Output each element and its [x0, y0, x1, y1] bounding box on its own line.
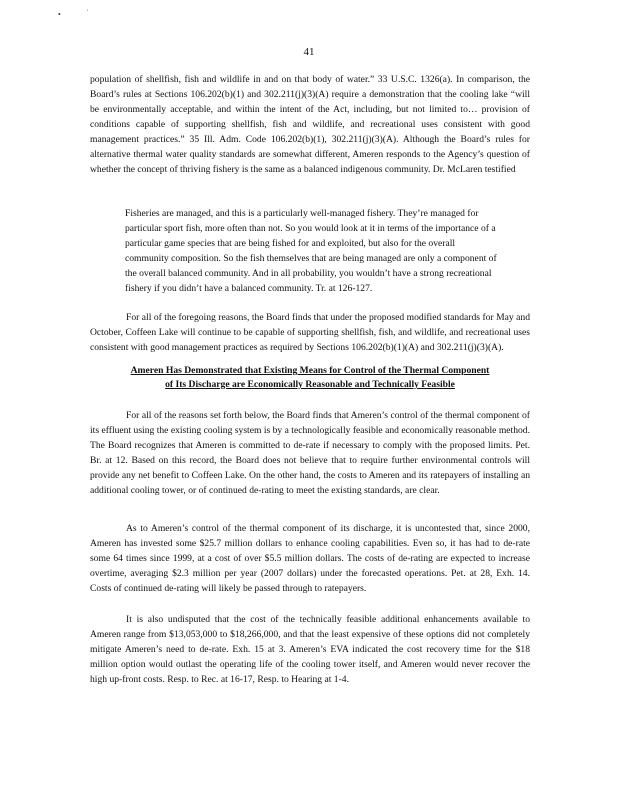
paragraph-text: As to Ameren’s control of the thermal component of its discharge, it is uncontested that, since 2000, Ameren has invested some $25.7 million dollars to enhance cooling capabilities. Even so, it has had to de-rate some 64 times since 1999, at a cost of over $5.5 million dollars. The costs of de-rating are expected to increase overtime, averaging $2.3 million per year (2007 dollars) under the forecasted operations. Pet. at 28, Exh. 14. Costs of continued de-rating will likely be passed through to ratepayers.: [90, 523, 530, 594]
quote-text: Fisheries are managed, and this is a particularly well-managed fishery. They’re managed for particular sport fish, more often than not. So you would look at it in terms of the importance of a particular game species that are being fished for and exploited, but also for the overall community composition. So the fish themselves that are being managed are only a component of the overall balanced community. And in all probability, you wouldn’t have a strong recreational fishery if you didn’t have a balanced community. Tr. at 126-127.: [125, 208, 497, 294]
paragraph-2: [90, 310, 530, 355]
paragraph-4: [90, 521, 530, 596]
paragraph-text: For all of the foregoing reasons, the Board finds that under the proposed modified standards for May and October, Coffeen Lake will continue to be capable of supporting shellfish, fish, and wildlife, and recreational uses consistent with good management practices as required by Sections 106.202(b)(1)(A) and 302.211(j)(3)(A).: [90, 312, 530, 353]
heading-line-2: of Its Discharge are Economically Reasonable and Technically Feasible: [165, 379, 455, 390]
paragraph-text: For all of the reasons set forth below, the Board finds that Ameren’s control of the thermal component of its effluent using the existing cooling system is by a technologically feasible and economically reasonable method. The Board recognizes that Ameren is committed to de-rate if necessary to comply with the proposed limits. Pet. Br. at 12. Based on this record, the Board does not believe that to require further environmental controls will provide any net benefit to Coffeen Lake. On the other hand, the costs to Ameren and its ratepayers of installing an additional cooling tower, or of continued de-rating to meet the existing standards, are clear.: [90, 410, 530, 496]
paragraph-1: [90, 72, 530, 177]
page-number: 41: [303, 46, 315, 58]
scan-mark: ˙: [86, 8, 89, 17]
paragraph-text: It is also undisputed that the cost of the technically feasible additional enhancements available to Ameren range from $13,053,000 to $18,266,000, and that the least expensive of these options did not completely mitigate Ameren’s need to de-rate. Exh. 15 at 3. Ameren’s EVA indicated the cost recovery time for the $18 million option would outlast the operating life of the cooling tower itself, and Ameren would never recover the high up-front costs. Resp. to Rec. at 16-17, Resp. to Hearing at 1-4.: [90, 614, 530, 685]
heading-line-1: Ameren Has Demonstrated that Existing Means for Control of the Thermal Component: [130, 365, 490, 376]
block-quote: [125, 206, 497, 296]
scan-mark: •: [58, 10, 61, 19]
paragraph-3: [90, 408, 530, 498]
paragraph-text: population of shellfish, fish and wildlife in and on that body of water.” 33 U.S.C. 1326(a). In comparison, the Board’s rules at Sections 106.202(b)(1) and 302.211(j)(3)(A) require a demonstration that the cooling lake “will be environmentally acceptable, and within the intent of the Act, including, but not limited to… provision of conditions capable of supporting shellfish, fish and wildlife, and recreational uses consistent with good management practices.” 35 Ill. Adm. Code 106.202(b)(1), 302.211(j)(3)(A). Although the Board’s rules for alternative thermal water quality standards are somewhat different, Ameren responds to the Agency’s question of whether the concept of thriving fishery is the same as a balanced indigenous community. Dr. McLaren testified: [90, 74, 530, 175]
section-heading: [90, 364, 530, 392]
paragraph-5: [90, 612, 530, 687]
